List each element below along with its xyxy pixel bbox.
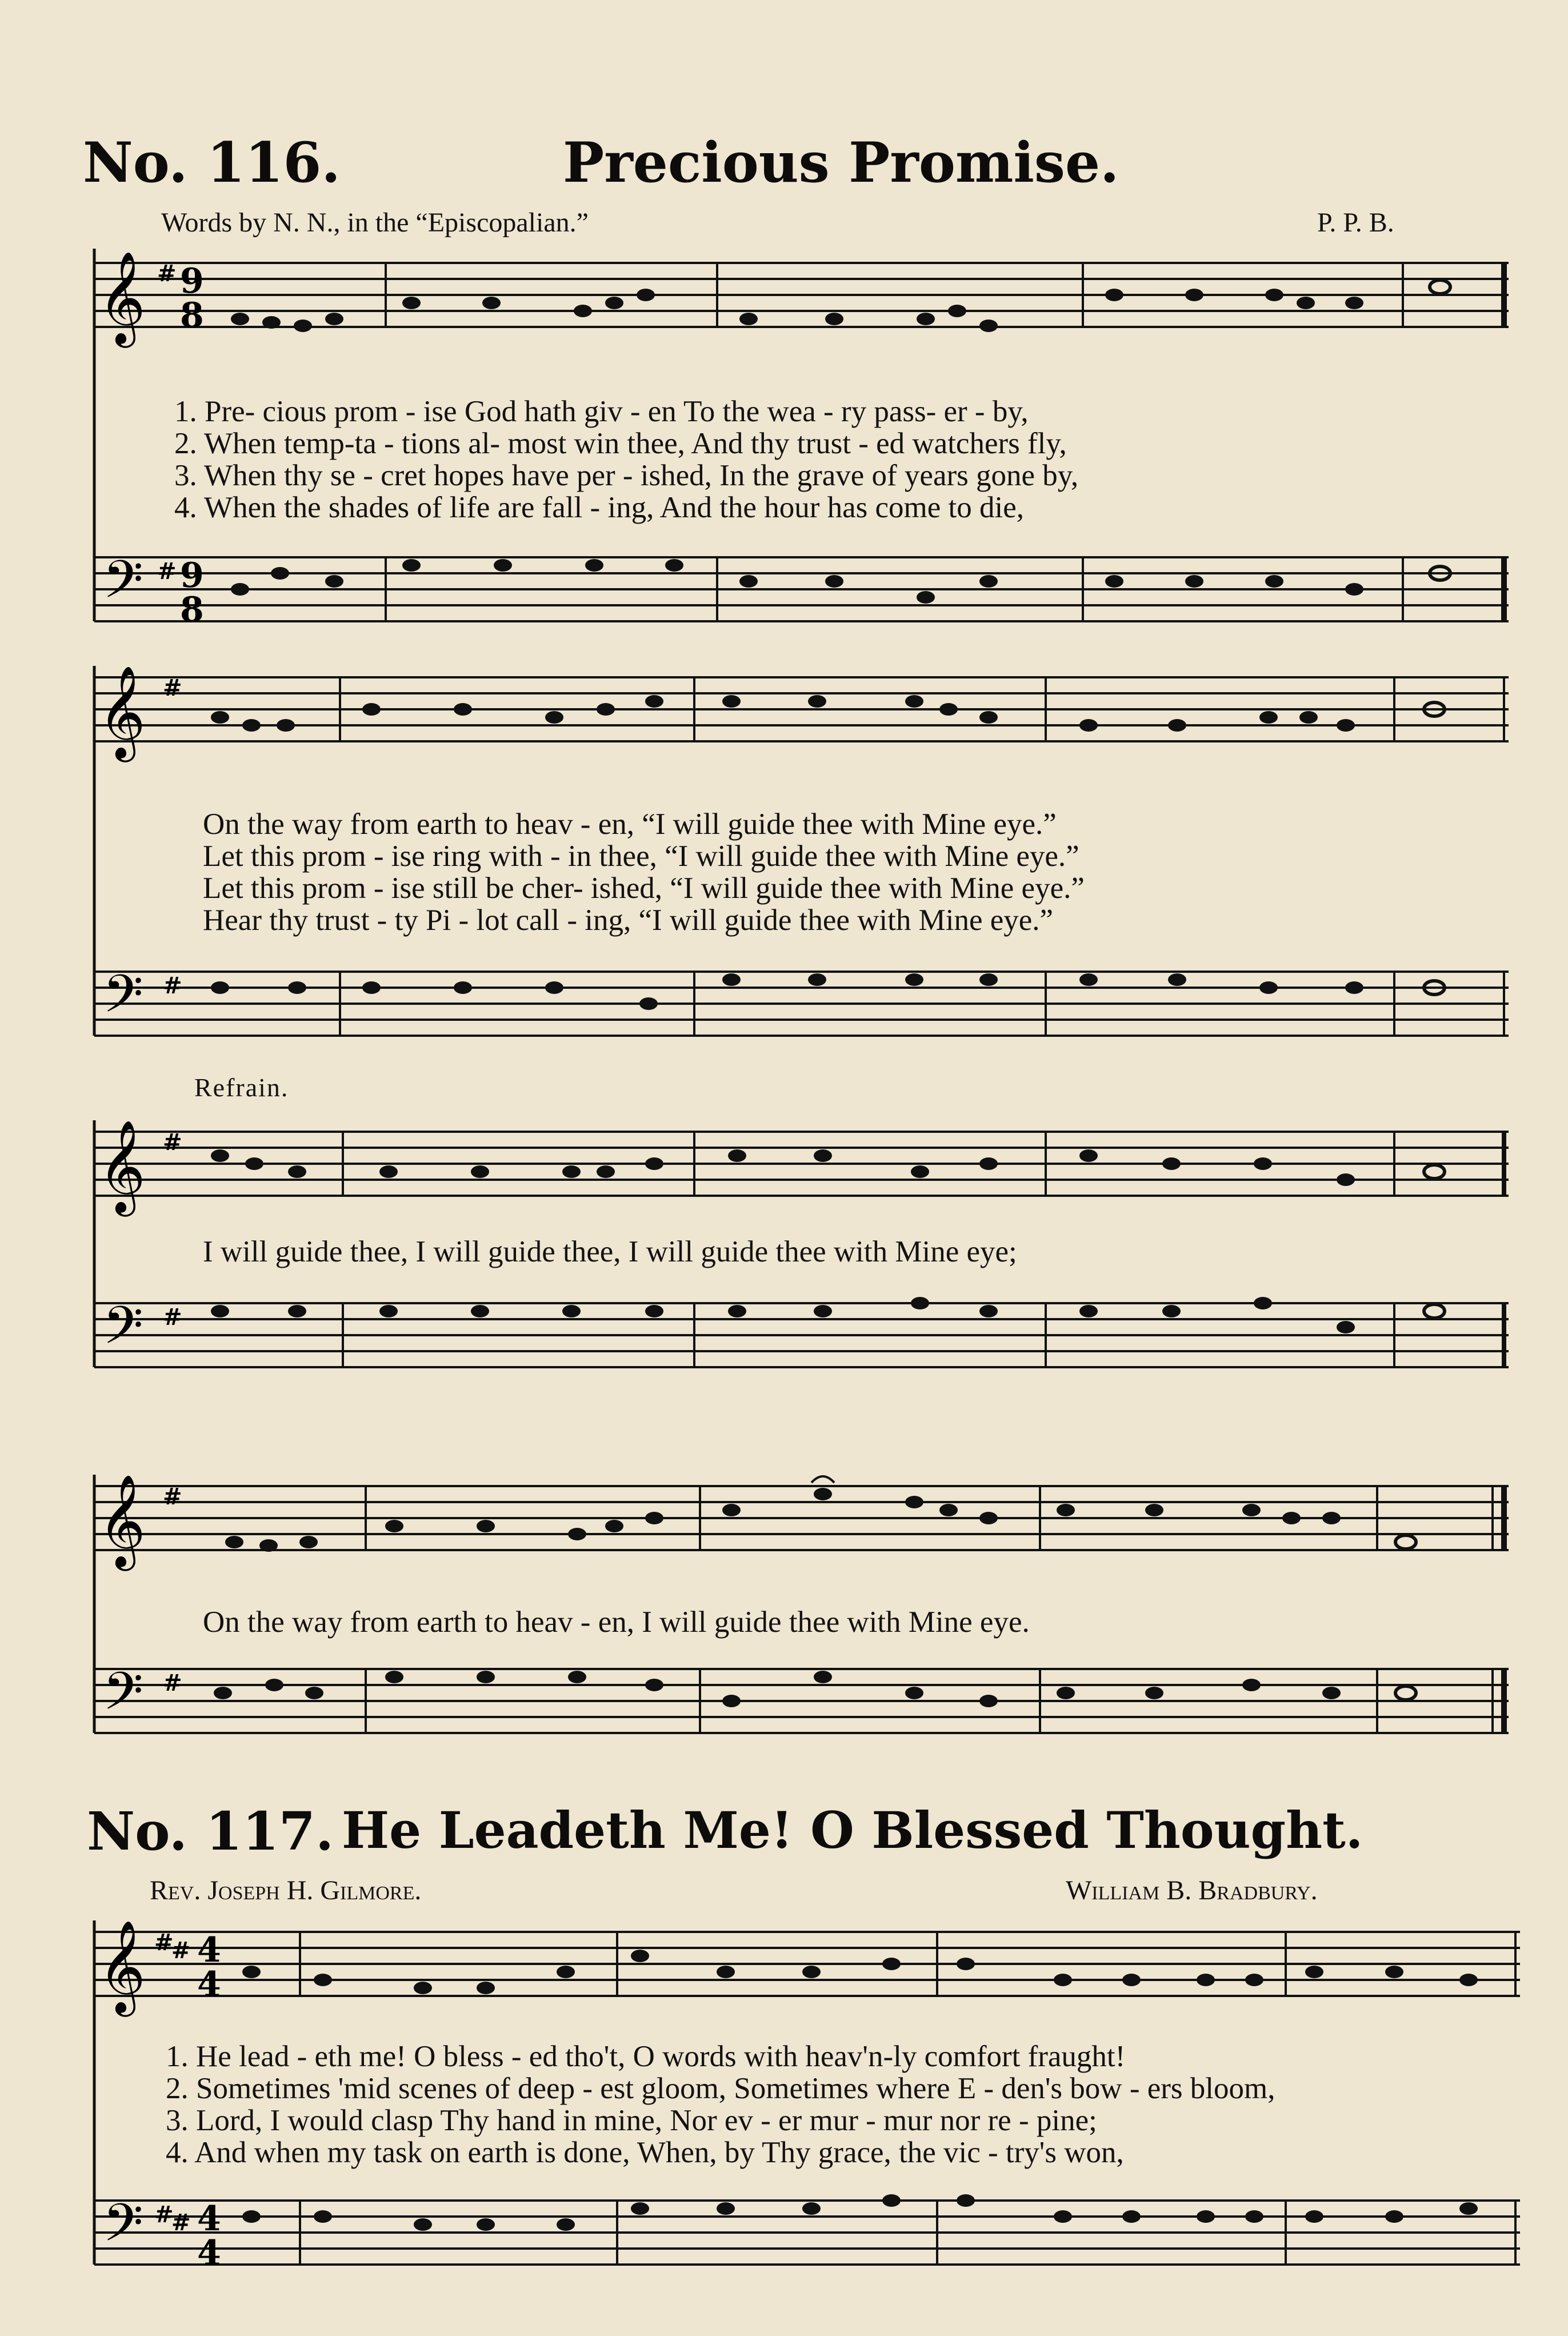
- verse-4-line: Hear thy trust - ty Pi - lot call - ing, “I will guide thee with Mine eye.”: [203, 904, 1054, 937]
- svg-text:9: 9: [180, 261, 204, 301]
- hymn-117-words-credit: Rev. Joseph H. Gilmore.: [150, 1875, 422, 1906]
- svg-text:#: #: [154, 1929, 174, 1956]
- verse-3-line: Let this prom - ise still be cher- ished, “I will guide thee with Mine eye.”: [203, 872, 1085, 905]
- svg-text:8: 8: [180, 296, 204, 336]
- verse-2-line: 2. Sometimes 'mid scenes of deep - est gloom, Sometimes where E - den's bow - ers bloom,: [166, 2072, 1275, 2105]
- svg-text:𝄢: 𝄢: [103, 549, 143, 622]
- svg-text:𝄞: 𝄞: [98, 665, 146, 758]
- verse-1-line: On the way from earth to heav - en, “I will guide thee with Mine eye.”: [203, 808, 1057, 841]
- verse-4-line: 4. And when my task on earth is done, When, by Thy grace, the vic - try's won,: [166, 2136, 1124, 2169]
- svg-text:#: #: [163, 1483, 182, 1510]
- refrain-label: Refrain.: [194, 1073, 289, 1102]
- verse-4-line: 4. When the shades of life are fall - ing, And the hour has come to die,: [174, 491, 1025, 524]
- svg-text:#: #: [163, 972, 182, 999]
- svg-text:𝄞: 𝄞: [98, 1474, 146, 1567]
- svg-text:𝄢: 𝄢: [103, 964, 143, 1037]
- svg-text:𝄞: 𝄞: [98, 251, 146, 344]
- verse-2-line: 2. When temp-ta - tions al- most win thee, And thy trust - ed watchers fly,: [174, 427, 1067, 460]
- svg-text:#: #: [171, 1937, 191, 1964]
- hymn-116-refrain-2-bass-staff: [0, 1658, 1568, 1772]
- hymn-116-words-credit: Words by N. N., in the “Episcopalian.”: [161, 207, 589, 238]
- svg-text:4: 4: [197, 2199, 221, 2239]
- hymn-117-number: No. 117.: [87, 1800, 334, 1862]
- hymn-116-system-1-bass-staff: [0, 546, 1568, 660]
- hymn-117-music-credit: William B. Bradbury.: [1066, 1875, 1318, 1906]
- svg-text:4: 4: [197, 1964, 221, 2004]
- hymn-116-refrain-bass-staff: [0, 1292, 1568, 1406]
- svg-text:#: #: [163, 674, 182, 701]
- svg-text:𝄢: 𝄢: [103, 1661, 143, 1734]
- hymn-117-system-1-bass-staff: [0, 2189, 1568, 2315]
- svg-text:#: #: [163, 1129, 182, 1156]
- svg-text:𝄞: 𝄞: [98, 1120, 146, 1213]
- svg-text:8: 8: [180, 590, 204, 630]
- verse-1-line: 1. Pre- cious prom - ise God hath giv - en To the wea - ry pass- er - by,: [174, 395, 1029, 428]
- svg-text:#: #: [163, 1670, 182, 1696]
- svg-text:4: 4: [197, 2233, 221, 2273]
- refrain-lyric-line-1: I will guide thee, I will guide thee, I will guide thee with Mine eye;: [203, 1235, 1017, 1268]
- svg-text:𝄢: 𝄢: [103, 2193, 143, 2266]
- svg-text:4: 4: [197, 1930, 221, 1970]
- svg-text:#: #: [157, 558, 177, 585]
- verse-2-line: Let this prom - ise ring with - in thee, “I will guide thee with Mine eye.”: [203, 840, 1079, 873]
- svg-text:𝄞: 𝄞: [98, 1920, 146, 2013]
- hymn-116-refrain-treble-staff: [0, 1120, 1568, 1235]
- hymn-116-music-credit: P. P. B.: [1317, 207, 1394, 238]
- svg-text:#: #: [171, 2209, 191, 2236]
- verse-3-line: 3. Lord, I would clasp Thy hand in mine, Nor ev - er mur - mur nor re - pine;: [166, 2104, 1097, 2137]
- hymn-116-system-2-bass-staff: [0, 960, 1568, 1075]
- svg-text:#: #: [163, 1304, 182, 1331]
- svg-text:9: 9: [180, 556, 204, 596]
- svg-text:𝄢: 𝄢: [103, 1295, 143, 1368]
- verse-3-line: 3. When thy se - cret hopes have per - ished, In the grave of years gone by,: [174, 459, 1079, 492]
- hymn-117-system-1-treble-staff: [0, 1920, 1568, 2035]
- hymn-117-title: He Leadeth Me! O Blessed Thought.: [342, 1800, 1363, 1860]
- verse-1-line: 1. He lead - eth me! O bless - ed tho't, O words with heav'n-ly comfort fraught!: [166, 2040, 1126, 2073]
- hymn-116-title: Precious Promise.: [563, 130, 1119, 195]
- hymn-116-refrain-2-treble-staff: [0, 1475, 1568, 1589]
- hymn-116-system-2-treble-staff: [0, 666, 1568, 792]
- hymn-116-system-1-treble-staff: [0, 251, 1568, 377]
- hymn-116-number: No. 116.: [83, 130, 341, 195]
- svg-text:#: #: [157, 260, 177, 287]
- refrain-lyric-line-2: On the way from earth to heav - en, I will guide thee with Mine eye.: [203, 1606, 1030, 1639]
- svg-text:#: #: [154, 2201, 174, 2228]
